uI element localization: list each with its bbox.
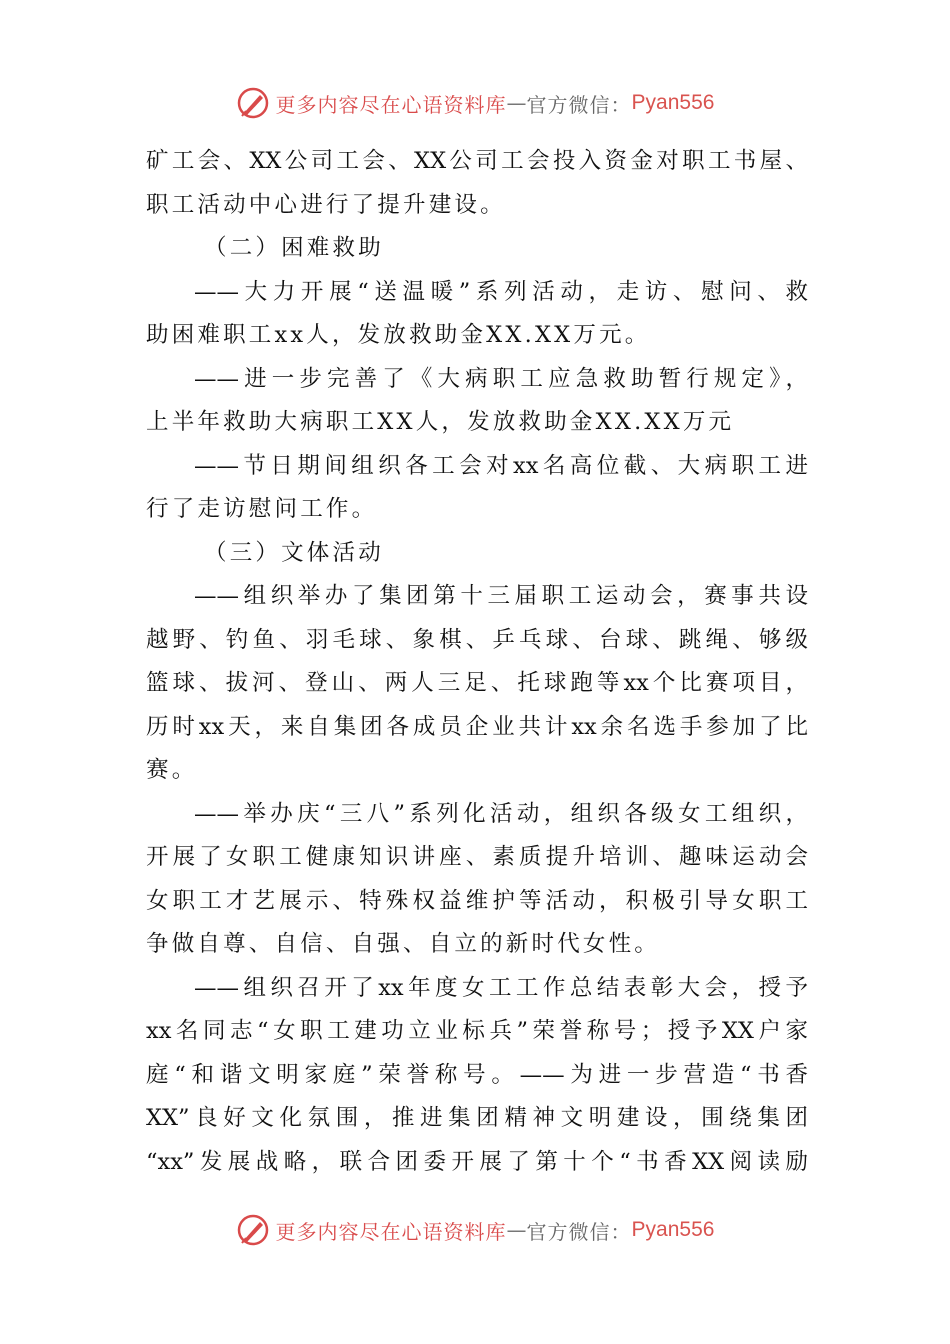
body-line: 争做自尊、自信、自强、自立的新时代女性。: [146, 931, 661, 957]
brand-text: 更多内容尽在心语资料库: [275, 1219, 507, 1244]
body-line: 庭“和谐文明家庭”荣誉称号。——为进一步营造“书香: [146, 1061, 808, 1088]
quill-logo-icon: [236, 86, 270, 120]
body-line: 女职工才艺展示、特殊权益维护等活动，积极引导女职工: [146, 887, 808, 914]
banner-separator: —: [506, 91, 527, 115]
body-line: 上半年救助大病职工XX人，发放救助金XX.XX万元: [146, 409, 735, 435]
wechat-id: Pyan556: [631, 1218, 715, 1241]
body-line: ——大力开展“送温暖”系列活动，走访、慰问、救: [194, 278, 808, 305]
section-heading: （二）困难救助: [204, 235, 384, 261]
body-line: 开展了女职工健康知识讲座、素质提升培训、趣味运动会: [146, 844, 808, 870]
document-body: [146, 140, 808, 1184]
body-line: 助困难职工xx人，发放救助金XX.XX万元。: [146, 322, 651, 348]
body-line: XX”良好文化氛围，推进集团精神文明建设，围绕集团: [146, 1105, 808, 1131]
body-line: 历时xx天，来自集团各成员企业共计xx余名选手参加了比: [146, 713, 808, 740]
body-line: ——进一步完善了《大病职工应急救助暂行规定》，: [194, 365, 808, 392]
body-line: 赛。: [146, 757, 198, 783]
body-line: 篮球、拔河、登山、两人三足、托球跑等xx个比赛项目，: [146, 670, 808, 696]
body-line: 越野、钓鱼、羽毛球、象棋、乒乓球、台球、跳绳、够级: [146, 626, 808, 653]
body-line: “xx”发展战略，联合团委开展了第十个“书香XX阅读励: [146, 1148, 808, 1175]
wechat-label: 官方微信：: [526, 1219, 632, 1244]
body-line: ——节日期间组织各工会对xx名高位截、大病职工进: [194, 452, 808, 479]
wechat-label: 官方微信：: [526, 92, 632, 117]
body-line: ——组织举办了集团第十三届职工运动会，赛事共设: [194, 583, 808, 609]
body-line: ——组织召开了xx年度女工工作总结表彰大会，授予: [194, 974, 808, 1001]
header-watermark-banner: [0, 81, 950, 125]
quill-logo-icon: [236, 1213, 270, 1247]
body-line: xx名同志“女职工建功立业标兵”荣誉称号；授予XX户家: [146, 1018, 808, 1044]
footer-watermark-banner: [0, 1208, 950, 1252]
body-line: ——举办庆“三八”系列化活动，组织各级女工组织，: [194, 800, 808, 827]
banner-separator: —: [506, 1218, 527, 1242]
brand-text: 更多内容尽在心语资料库: [275, 92, 507, 117]
section-heading: （三）文体活动: [204, 539, 384, 566]
body-line: 矿工会、XX公司工会、XX公司工会投入资金对职工书屋、: [146, 148, 808, 174]
body-line: 职工活动中心进行了提升建设。: [146, 191, 506, 218]
wechat-id: Pyan556: [631, 91, 715, 114]
body-line: 行了走访慰问工作。: [146, 496, 378, 522]
